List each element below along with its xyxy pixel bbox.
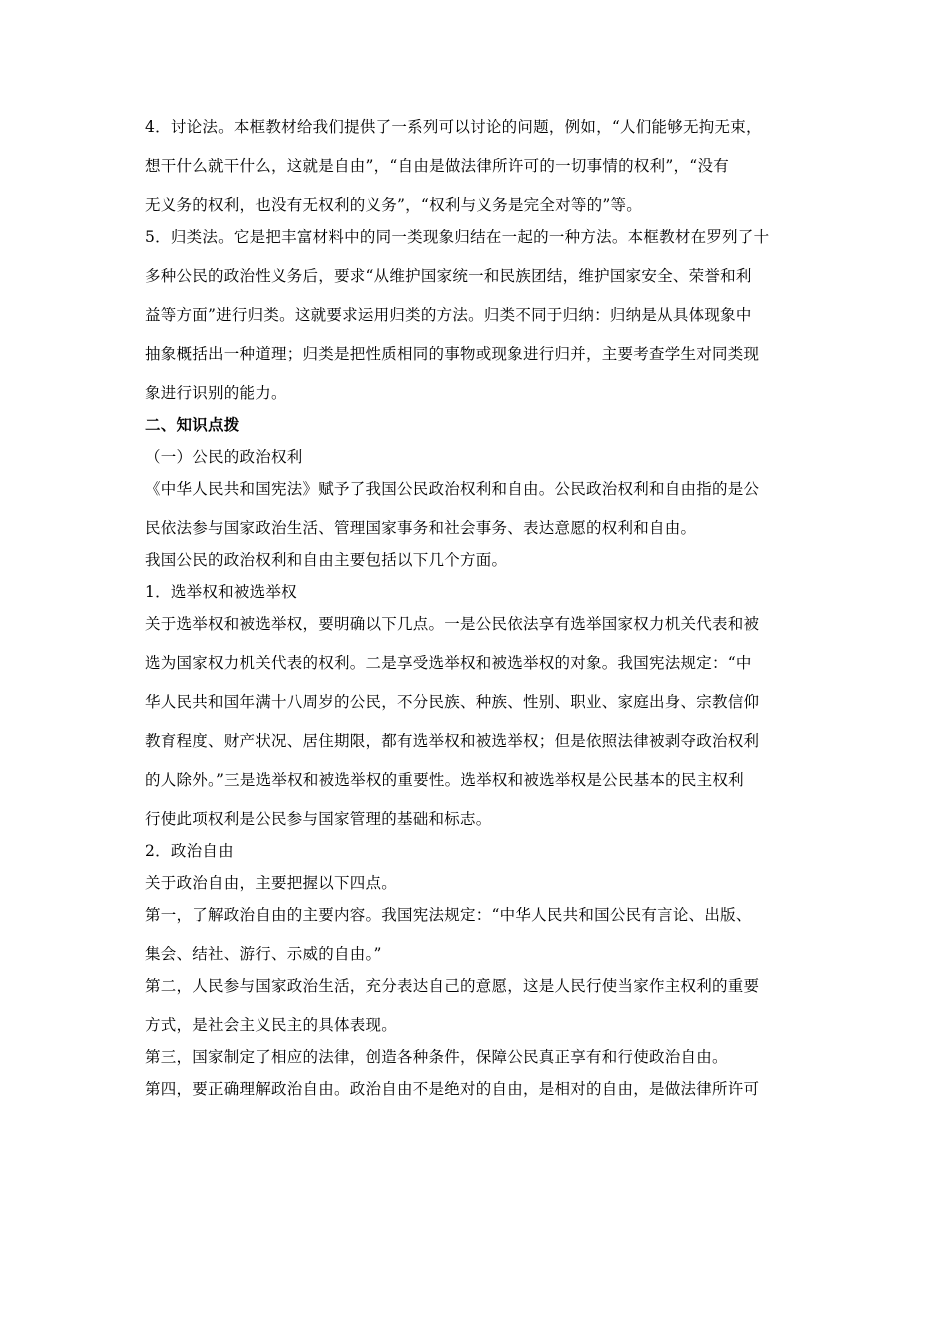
text-line: 行使此项权利是公民参与国家管理的基础和标志。 — [145, 810, 492, 828]
document-page — [145, 117, 809, 1099]
text-line: 第二，人民参与国家政治生活，充分表达自己的意愿，这是人民行使当家作主权利的重要 — [145, 977, 760, 995]
text-line: 教育程度、财产状况、居住期限，都有选举权和被选举权；但是依照法律被剥夺政治权利 — [145, 732, 760, 750]
text-line: 1．选举权和被选举权 — [145, 583, 297, 601]
text-line: 5．归类法。它是把丰富材料中的同一类现象归结在一起的一种方法。本框教材在罗列了十 — [145, 228, 770, 246]
text-line: 华人民共和国年满十八周岁的公民，不分民族、种族、性别、职业、家庭出身、宗教信仰 — [145, 693, 760, 711]
text-line: 益等方面”进行归类。这就要求运用归类的方法。归类不同于归纳：归纳是从具体现象中 — [145, 306, 752, 324]
text-line: 集会、结社、游行、示威的自由。” — [145, 945, 382, 963]
text-line: 民依法参与国家政治生活、管理国家事务和社会事务、表达意愿的权利和自由。 — [145, 519, 697, 537]
text-line: 关于政治自由，主要把握以下四点。 — [145, 874, 398, 892]
text-line: 我国公民的政治权利和自由主要包括以下几个方面。 — [145, 551, 508, 569]
text-line: 无义务的权利，也没有无权利的义务”，“权利与义务是完全对等的”等。 — [145, 196, 643, 214]
text-line: 选为国家权力机关代表的权利。二是享受选举权和被选举权的对象。我国宪法规定：“中 — [145, 654, 752, 672]
text-line: 象进行识别的能力。 — [145, 384, 287, 402]
text-line: 4．讨论法。本框教材给我们提供了一系列可以讨论的问题，例如，“人们能够无拘无束， — [145, 118, 762, 136]
text-line: 方式，是社会主义民主的具体表现。 — [145, 1016, 398, 1034]
text-line: 关于选举权和被选举权，要明确以下几点。一是公民依法享有选举国家权力机关代表和被 — [145, 615, 760, 633]
text-line: 第四，要正确理解政治自由。政治自由不是绝对的自由，是相对的自由，是做法律所许可 — [145, 1080, 760, 1098]
text-line: 想干什么就干什么，这就是自由”，“自由是做法律所许可的一切事情的权利”，“没有 — [145, 157, 729, 175]
text-line: 《中华人民共和国宪法》赋予了我国公民政治权利和自由。公民政治权利和自由指的是公 — [145, 480, 760, 498]
text-line: （一）公民的政治权利 — [145, 448, 303, 466]
text-line: 2．政治自由 — [145, 842, 234, 860]
text-line: 第三，国家制定了相应的法律，创造各种条件，保障公民真正享有和行使政治自由。 — [145, 1048, 728, 1066]
section-heading: 二、知识点拨 — [145, 415, 240, 434]
text-line: 的人除外。”三是选举权和被选举权的重要性。选举权和被选举权是公民基本的民主权利 — [145, 771, 744, 789]
text-line: 多种公民的政治性义务后，要求“从维护国家统一和民族团结，维护国家安全、荣誉和利 — [145, 267, 752, 285]
text-line: 第一，了解政治自由的主要内容。我国宪法规定：“中华人民共和国公民有言论、出版、 — [145, 906, 752, 924]
text-line: 抽象概括出一种道理；归类是把性质相同的事物或现象进行归并，主要考查学生对同类现 — [145, 345, 760, 363]
